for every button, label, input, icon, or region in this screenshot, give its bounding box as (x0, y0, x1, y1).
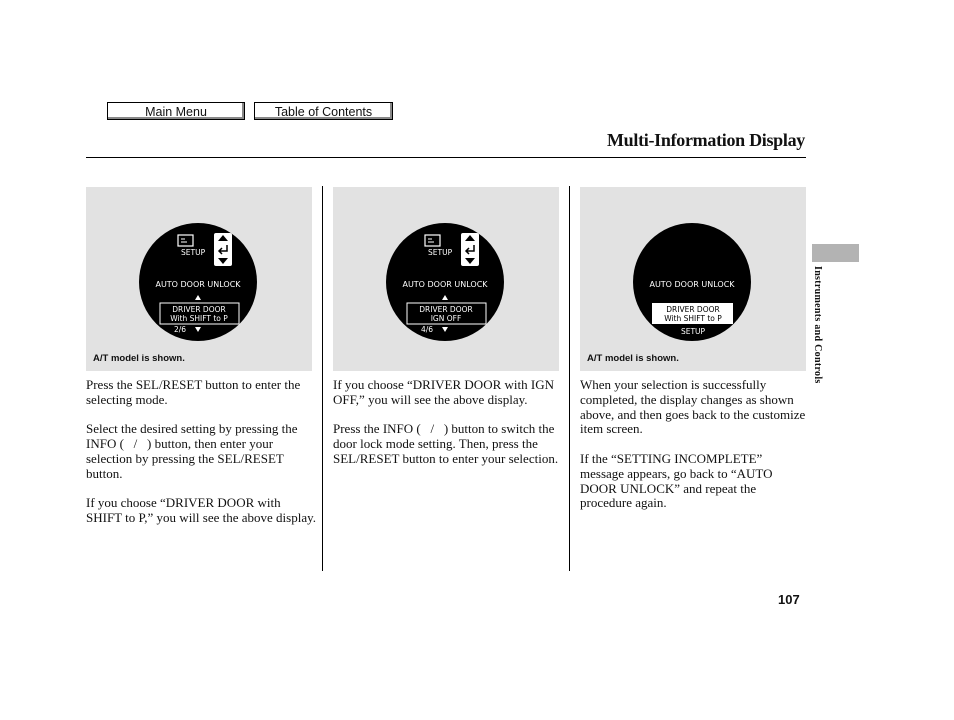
lcd-line-1: DRIVER DOOR (419, 305, 473, 314)
text-column-1 (86, 378, 316, 541)
figure-note: A/T model is shown. (587, 353, 679, 364)
lcd-footer: SETUP (680, 327, 706, 336)
text-column-3 (580, 378, 808, 526)
display-figure-1 (86, 187, 312, 371)
display-figure-3 (580, 187, 806, 371)
lcd-main-text: AUTO DOOR UNLOCK (402, 280, 488, 289)
lcd-main-text: AUTO DOOR UNLOCK (649, 280, 735, 289)
setup-label: SETUP (428, 248, 453, 257)
display-figure-2 (333, 187, 559, 371)
lcd-line-2: IGN OFF (430, 314, 462, 323)
paragraph: Press the SEL/RESET button to enter the selecting mode. (86, 377, 301, 407)
main-menu-button[interactable]: Main Menu (107, 102, 245, 120)
paragraph: If the “SETTING INCOMPLETE” message appears, go back to “AUTO DOOR UNLOCK” and repeat the procedure again. (580, 450, 773, 511)
lcd-footer: 4/6 (420, 325, 434, 334)
page-title: Multi-Information Display (606, 130, 805, 150)
lcd-display (86, 187, 312, 371)
paragraph: If you choose “DRIVER DOOR with IGN OFF,” you will see the above display. (333, 377, 554, 407)
lcd-line-1: DRIVER DOOR (666, 305, 720, 314)
table-of-contents-button[interactable]: Table of Contents (254, 102, 393, 120)
column-divider (569, 186, 570, 571)
lcd-display (333, 187, 559, 371)
page-number: 107 (778, 592, 800, 607)
lcd-display (580, 187, 806, 371)
paragraph: If you choose “DRIVER DOOR with SHIFT to P,” you will see the above display. (86, 495, 317, 526)
paragraph: Press the INFO ( / ) button to switch the door lock mode setting. Then, press the SEL/RESET button to enter your selection. (333, 421, 559, 466)
section-label: Instruments and Controls (812, 266, 823, 384)
lcd-line-1: DRIVER DOOR (172, 305, 226, 314)
paragraph: Select the desired setting by pressing the INFO ( / ) button, then enter your selection by pressing the SEL/RESET button. (86, 421, 298, 481)
lcd-line-2: With SHIFT to P (664, 314, 722, 323)
lcd-main-text: AUTO DOOR UNLOCK (155, 280, 241, 289)
paragraph: When your selection is successfully completed, the display changes as shown above, and then goes back to the customize item screen. (580, 377, 806, 437)
lcd-line-2: With SHIFT to P (170, 314, 228, 323)
section-tab (812, 244, 859, 262)
setup-label: SETUP (181, 248, 206, 257)
text-column-2 (333, 378, 561, 482)
header-rule (86, 157, 806, 158)
column-divider (322, 186, 323, 571)
figure-note: A/T model is shown. (93, 353, 185, 364)
lcd-footer: 2/6 (173, 325, 187, 334)
